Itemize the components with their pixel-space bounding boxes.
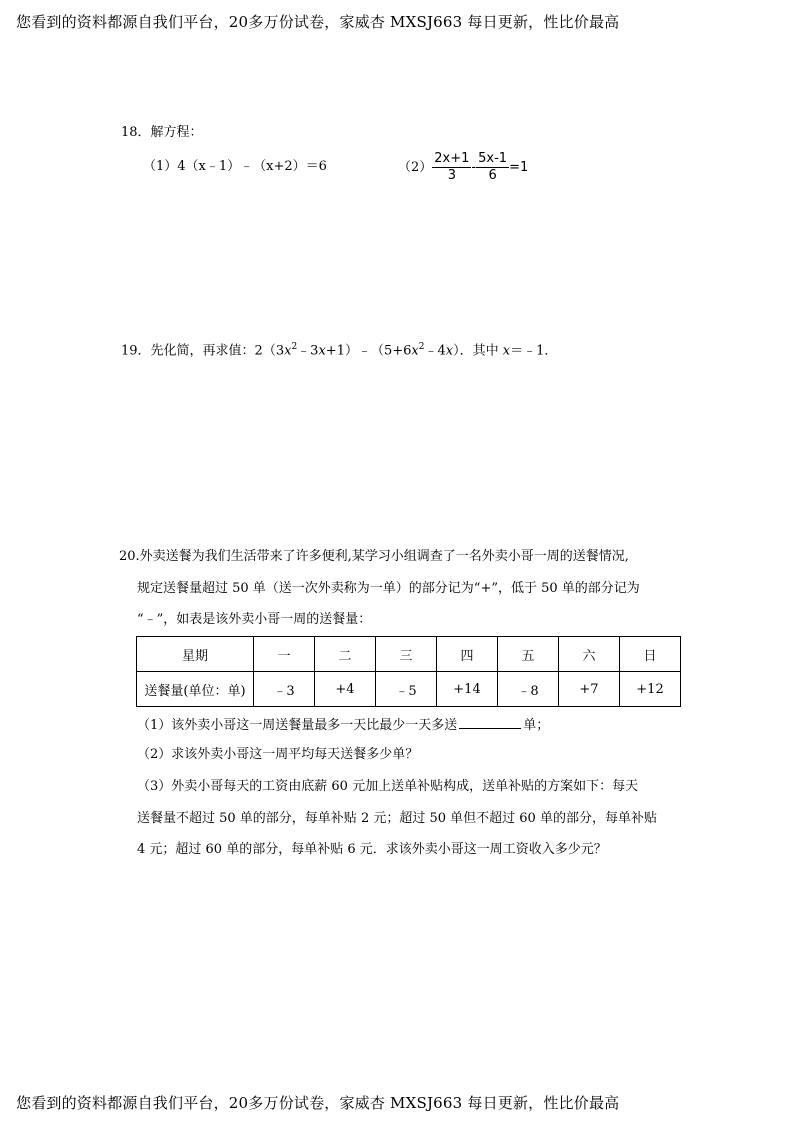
q18-part1-label: （1） [143, 159, 178, 174]
q20-sub1-unit: 单； [523, 718, 550, 733]
table-day: 日 [620, 637, 681, 672]
q19-var: x [284, 343, 292, 359]
table-day: 二 [315, 637, 376, 672]
q18-minus-sign: - [471, 160, 477, 175]
q18-part1-expr: 4（x﹣1）﹣（x+2）＝6 [177, 159, 327, 174]
table-value: +12 [620, 672, 681, 707]
q18-part2 [398, 150, 528, 186]
q20-intro-line2: 规定送餐量超过 50 单（送一次外卖称为一单）的部分记为“+”，低于 50 单的部分记为 [137, 581, 640, 596]
q20-intro-line3: “﹣”，如表是该外卖小哥一周的送餐量： [137, 612, 372, 627]
header-banner: 您看到的资料都源自我们平台，20多万份试卷，家威杏 MXSJ663 每日更新，性比价最高 [16, 13, 620, 31]
q18-title: 18．解方程： [121, 125, 203, 140]
table-row [137, 672, 681, 707]
q20-sub3-line3: 4 元；超过 60 单的部分，每单补贴 6 元．求该外卖小哥这一周工资收入多少元？ [137, 842, 607, 857]
q19-seg-a: 19．先化简，再求值：2（3 [121, 343, 285, 359]
q19-exponent: 2 [418, 342, 425, 352]
table-day: 一 [254, 637, 315, 672]
table-row-label: 送餐量(单位：单) [137, 672, 254, 707]
q18-fraction-1 [432, 151, 471, 184]
table-value: +14 [437, 672, 498, 707]
q19-seg-d: ﹣4 [424, 343, 446, 359]
q20-sub2: （2）求该外卖小哥这一周平均每天送餐多少单？ [137, 747, 419, 762]
table-day: 三 [376, 637, 437, 672]
q19-var: x [445, 343, 454, 359]
q18-part2-label: （2） [398, 160, 433, 175]
q20-intro-line1: 20.外卖送餐为我们生活带来了许多便利,某学习小组调查了一名外卖小哥一周的送餐情况, [119, 549, 629, 564]
q19-var: x [411, 343, 419, 359]
table-day: 五 [498, 637, 559, 672]
table-header-row [137, 637, 681, 672]
q19-seg-e: ）．其中 [453, 343, 503, 359]
q20-sub1 [137, 716, 549, 735]
table-day: 四 [437, 637, 498, 672]
q19-text [121, 338, 557, 360]
q20-sub3-line2: 送餐量不超过 50 单的部分，每单补贴 2 元；超过 50 单但不超过 60 单的部分，每单补贴 [137, 811, 657, 826]
q18-part1 [143, 158, 327, 176]
delivery-table [136, 636, 681, 707]
q18-fraction-1-numerator: 2x+1 [434, 151, 470, 166]
q18-fraction-1-denominator: 3 [447, 168, 456, 183]
q20-sub1-text: （1）该外卖小哥这一周送餐量最多一天比最少一天多送 [137, 718, 458, 733]
table-value: ﹣5 [376, 672, 437, 707]
q18-fraction-2-numerator: 5x-1 [478, 151, 508, 166]
table-value: +7 [559, 672, 620, 707]
q18-rhs: =1 [509, 160, 529, 175]
q19-exponent: 2 [291, 342, 298, 352]
q20-sub3-line1: （3）外卖小哥每天的工资由底薪 60 元加上送单补贴构成，送单补贴的方案如下：每天 [137, 779, 639, 794]
q18-fraction-2-denominator: 6 [488, 168, 497, 183]
table-value: ﹣8 [498, 672, 559, 707]
footer-banner: 您看到的资料都源自我们平台，20多万份试卷，家威杏 MXSJ663 每日更新，性比价最高 [16, 1094, 620, 1112]
q19-seg-c: +1）﹣（5+6 [325, 343, 412, 359]
answer-blank[interactable] [459, 716, 521, 729]
q19-seg-f: ＝﹣1． [510, 343, 558, 359]
table-value: +4 [315, 672, 376, 707]
table-day: 六 [559, 637, 620, 672]
q18-fraction-2 [476, 151, 509, 184]
table-value: ﹣3 [254, 672, 315, 707]
q19-var: x [502, 343, 511, 359]
q19-var: x [318, 343, 326, 359]
q19-seg-b: ﹣3 [297, 343, 319, 359]
table-header-label: 星期 [137, 637, 254, 672]
